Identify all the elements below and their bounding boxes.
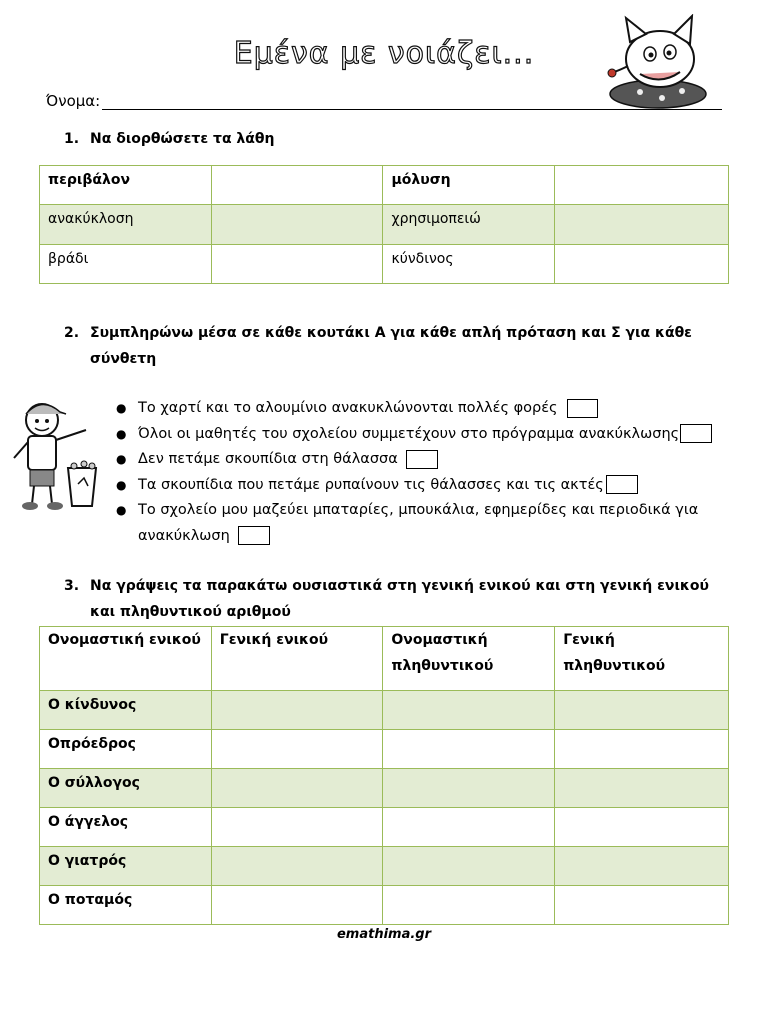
answer-cell[interactable]: [555, 166, 729, 205]
list-item: [112, 473, 732, 499]
answer-box[interactable]: [606, 475, 638, 494]
list-item: [112, 422, 732, 448]
name-label: Όνομα:: [46, 92, 101, 110]
table-row: [40, 205, 729, 245]
name-field: [46, 92, 722, 110]
question-number: 1.: [64, 131, 80, 147]
footer-source: emathima.gr: [336, 927, 432, 942]
answer-cell[interactable]: [555, 847, 729, 886]
answer-cell[interactable]: [555, 886, 729, 925]
answer-cell[interactable]: [211, 886, 383, 925]
bullet-icon: ●: [116, 477, 127, 492]
table-cell: Οπρόεδρος: [40, 730, 212, 769]
sentence-text: Δεν πετάμε σκουπίδια στη θάλασσα: [138, 451, 398, 467]
sentence-list: [112, 396, 732, 549]
boy-recycling-illustration: [8, 396, 108, 514]
table-cell: Ο γιατρός: [40, 847, 212, 886]
answer-cell[interactable]: [555, 245, 729, 284]
answer-cell[interactable]: [211, 166, 383, 205]
table-cell: περιβάλον: [40, 166, 212, 205]
sentence-text: Το χαρτί και το αλουμίνιο ανακυκλώνονται πολλές φορές: [138, 400, 558, 416]
table-cell: κύνδινος: [383, 245, 555, 284]
question-number: 3.: [64, 578, 80, 594]
worksheet-title: Εμένα με νοιάζει...: [233, 36, 535, 71]
question-text-line-2: σύνθετη: [90, 351, 157, 367]
noun-declension-table: [39, 626, 729, 925]
answer-box[interactable]: [567, 399, 598, 418]
table-cell: Ο σύλλογος: [40, 769, 212, 808]
table-row: [40, 847, 729, 886]
question-text-line-2: και πληθυντικού αριθμού: [90, 604, 291, 620]
list-item: [112, 498, 732, 549]
answer-box[interactable]: [238, 526, 270, 545]
answer-cell[interactable]: [555, 769, 729, 808]
bullet-icon: ●: [116, 452, 127, 466]
answer-cell[interactable]: [211, 847, 383, 886]
table-row: [40, 808, 729, 847]
answer-cell[interactable]: [555, 691, 729, 730]
answer-cell[interactable]: [555, 205, 729, 245]
corrections-table: [39, 165, 729, 284]
answer-cell[interactable]: [383, 808, 555, 847]
question-text-line-1: Συμπληρώνω μέσα σε κάθε κουτάκι Α για κάθε απλή πρόταση και Σ για κάθε: [90, 325, 692, 341]
column-header: Ονομαστική πληθυντικού: [383, 627, 555, 691]
answer-cell[interactable]: [555, 808, 729, 847]
answer-cell[interactable]: [211, 769, 383, 808]
question-1: [64, 126, 275, 152]
sentence-text: Το σχολείο μου μαζεύει μπαταρίες, μπουκάλια, εφημερίδες και περιοδικά για ανακύκλωση: [138, 502, 699, 544]
table-row: [40, 730, 729, 769]
table-cell: βράδι: [40, 245, 212, 284]
bullet-icon: ●: [116, 503, 127, 517]
sentence-text: Όλοι οι μαθητές του σχολείου συμμετέχουν στο πρόγραμμα ανακύκλωσης: [138, 425, 680, 442]
table-row: [40, 769, 729, 808]
table-cell: ανακύκλοση: [40, 205, 212, 245]
column-header: Γενική πληθυντικού: [555, 627, 729, 691]
name-write-line[interactable]: [102, 95, 722, 110]
question-3: [64, 573, 714, 625]
question-number: 2.: [64, 325, 80, 341]
answer-cell[interactable]: [555, 730, 729, 769]
table-cell: Ο ποταμός: [40, 886, 212, 925]
table-row: [40, 691, 729, 730]
question-text-line-1: Να γράψεις τα παρακάτω ουσιαστικά στη γενική ενικού και στη γενική ενικού: [90, 578, 709, 594]
question-2: [64, 320, 714, 372]
bullet-icon: ●: [116, 401, 127, 415]
table-header-row: [40, 627, 729, 691]
column-header: Ονομαστική ενικού: [40, 627, 212, 691]
table-cell: μόλυση: [383, 166, 555, 205]
answer-cell[interactable]: [383, 691, 555, 730]
answer-cell[interactable]: [211, 691, 383, 730]
list-item: [112, 447, 732, 473]
answer-box[interactable]: [406, 450, 438, 469]
table-cell: χρησιμοπειώ: [383, 205, 555, 245]
table-row: [40, 166, 729, 205]
answer-cell[interactable]: [211, 205, 383, 245]
sentence-text: Τα σκουπίδια που πετάμε ρυπαίνουν τις θάλασσες και τις ακτές: [138, 476, 604, 493]
table-row: [40, 886, 729, 925]
table-cell: Ο άγγελος: [40, 808, 212, 847]
bullet-icon: ●: [116, 426, 127, 441]
answer-cell[interactable]: [211, 808, 383, 847]
column-header: Γενική ενικού: [211, 627, 383, 691]
answer-cell[interactable]: [383, 847, 555, 886]
answer-cell[interactable]: [383, 886, 555, 925]
list-item: [112, 396, 732, 422]
table-cell: Ο κίνδυνος: [40, 691, 212, 730]
answer-cell[interactable]: [383, 730, 555, 769]
answer-cell[interactable]: [383, 769, 555, 808]
table-row: [40, 245, 729, 284]
answer-cell[interactable]: [211, 245, 383, 284]
answer-box[interactable]: [680, 424, 712, 443]
answer-cell[interactable]: [211, 730, 383, 769]
question-text: Να διορθώσετε τα λάθη: [90, 131, 275, 147]
